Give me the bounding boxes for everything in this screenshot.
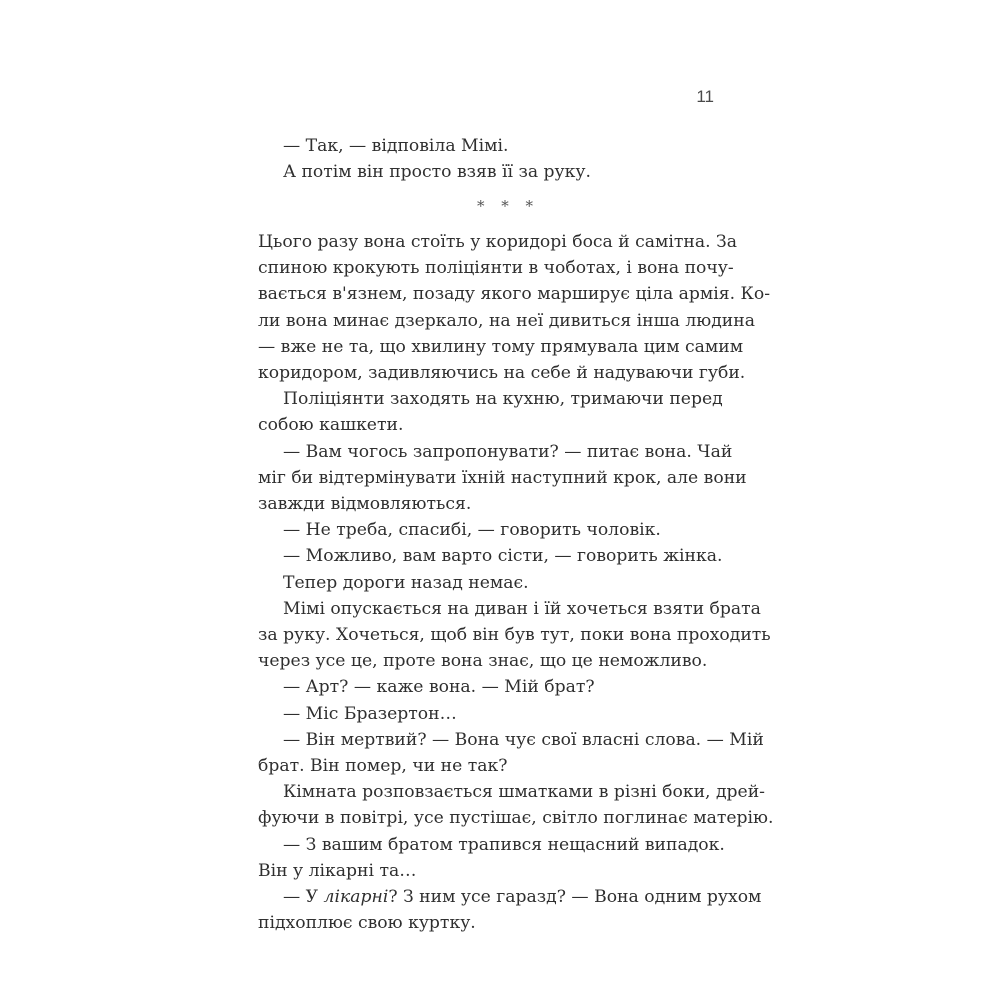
text-line: фуючи в повітрі, усе пустішає, світло поглинає матерію. bbox=[258, 808, 774, 829]
italic-word: лікарні bbox=[323, 887, 389, 908]
text-line: — Міс Бразертон… bbox=[283, 703, 457, 724]
text-line: коридором, задивляючись на себе й надуваючи губи. bbox=[258, 363, 746, 384]
text-line: міг би відтермінувати їхній наступний крок, але вони bbox=[258, 467, 747, 488]
text-line: — Арт? — каже вона. — Мій брат? bbox=[283, 677, 595, 698]
text-line: — Не треба, спасибі, — говорить чоловік. bbox=[283, 520, 661, 541]
text-line: Мімі опускається на диван і їй хочеться взяти брата bbox=[283, 598, 761, 619]
text-line: — Так, — відповіла Мімі. bbox=[283, 136, 509, 156]
text-line: — Він мертвий? — Вона чує свої власні слова. — Мій bbox=[283, 729, 764, 750]
text-line: Цього разу вона стоїть у коридорі боса й самітна. За bbox=[258, 232, 738, 252]
text-line: — Можливо, вам варто сісти, — говорить жінка. bbox=[283, 546, 723, 567]
text-line: ли вона минає дзеркало, на неї дивиться інша людина bbox=[258, 310, 755, 331]
text-line: підхоплює свою куртку. bbox=[258, 913, 476, 934]
text-line: Кімната розповзається шматками в різні боки, дрей- bbox=[283, 782, 765, 803]
text-line: — Вам чогось запропонувати? — питає вона. Чай bbox=[283, 441, 733, 462]
text-line bbox=[258, 884, 762, 910]
text-line: Він у лікарні та… bbox=[258, 860, 417, 881]
opening-dialogue bbox=[258, 133, 710, 185]
text-line: А потім він просто взяв її за руку. bbox=[283, 162, 591, 183]
text-line: завжди відмовляються. bbox=[258, 494, 472, 515]
main-text bbox=[258, 229, 774, 936]
text-segment: ? З ним усе гаразд? — Вона одним рухом bbox=[388, 887, 762, 908]
text-line: Поліціянти заходять на кухню, тримаючи перед bbox=[283, 389, 723, 410]
text-line: — вже не та, що хвилину тому прямувала цим самим bbox=[258, 336, 744, 357]
text-line: за руку. Хочеться, щоб він був тут, поки вона проходить bbox=[258, 625, 771, 646]
text-line: вається в'язнем, позаду якого марширує ціла армія. Ко- bbox=[258, 284, 770, 305]
text-line: — З вашим братом трапився нещасний випадок. bbox=[283, 834, 725, 855]
text-line: собою кашкети. bbox=[258, 415, 404, 436]
text-line: спиною крокують поліціянти в чоботах, і вона почу- bbox=[258, 258, 734, 279]
section-separator: * * * bbox=[476, 197, 540, 215]
text-line: брат. Він помер, чи не так? bbox=[258, 756, 508, 777]
text-line: через усе це, проте вона знає, що це неможливо. bbox=[258, 651, 708, 672]
text-line: Тепер дороги назад немає. bbox=[283, 572, 529, 593]
text-segment: — У bbox=[283, 887, 324, 908]
page-number: 11 bbox=[696, 87, 714, 106]
